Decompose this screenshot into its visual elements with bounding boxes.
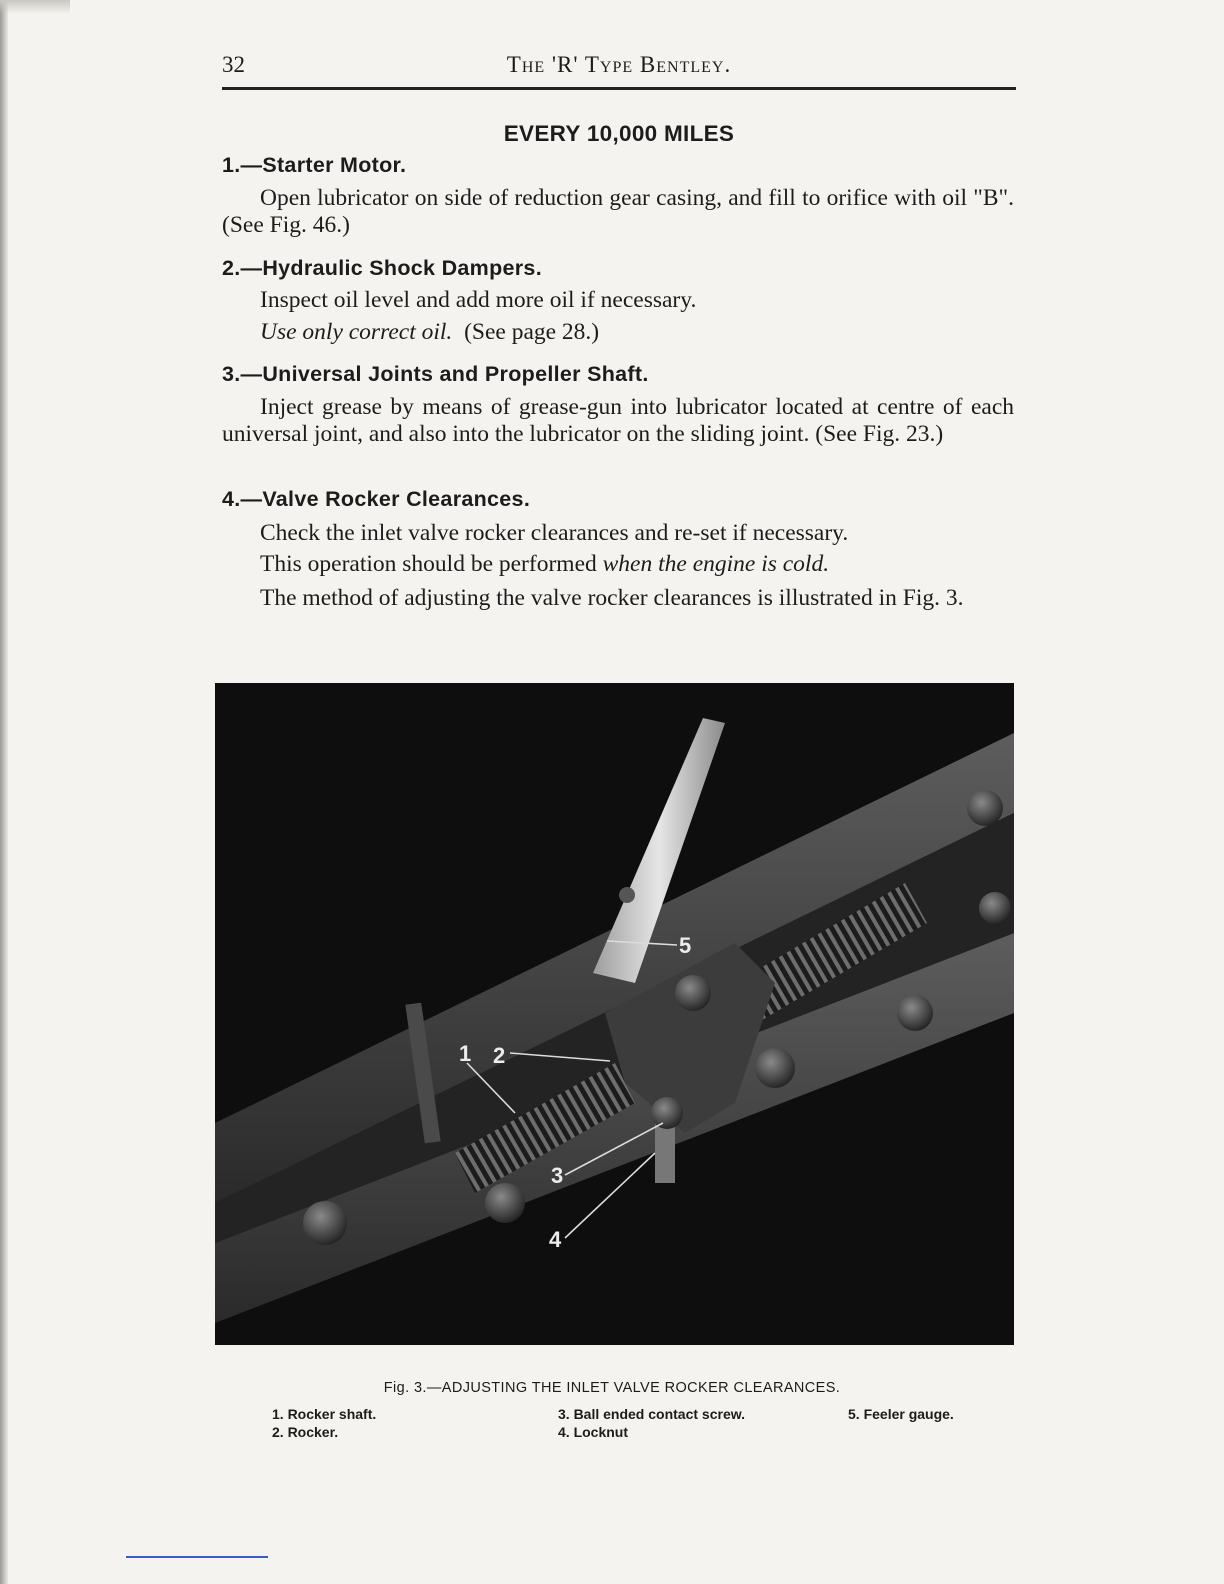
valve-rocker-line2-start: This operation should be performed — [260, 551, 597, 577]
heading-valve-rocker: 4.—Valve Rocker Clearances. — [222, 487, 531, 511]
shock-dampers-line1: Inspect oil level and add more oil if necessary. — [260, 287, 697, 313]
page-reference: (See page 28.) — [464, 319, 600, 345]
scan-shadow-corner — [0, 0, 70, 14]
section-title: EVERY 10,000 MILES — [503, 121, 735, 146]
figure-caption: Fig. 3.—ADJUSTING THE INLET VALVE ROCKER CLEARANCES. — [383, 1380, 841, 1396]
legend-item: 3. Ball ended contact screw. — [558, 1406, 745, 1422]
callout-2: 2 — [493, 1043, 506, 1068]
feeler-gauge-rivet — [619, 887, 635, 903]
scan-artifact-line — [126, 1556, 268, 1558]
locknut — [651, 1097, 683, 1129]
legend-col-3 — [848, 1405, 954, 1423]
valve-rocker-line3: The method of adjusting the valve rocker clearances is illustrated in Fig. 3. — [260, 585, 964, 611]
engine-photo — [215, 683, 1014, 1345]
running-title: The 'R' Type Bentley. — [506, 52, 732, 77]
nut — [485, 1183, 525, 1223]
nut — [979, 892, 1011, 924]
legend-item: 5. Feeler gauge. — [848, 1406, 954, 1422]
nut — [675, 975, 711, 1011]
engine-cold-note: when the engine is cold. — [602, 551, 830, 577]
legend-col-2 — [558, 1405, 745, 1441]
heading-shock-dampers: 2.—Hydraulic Shock Dampers. — [222, 256, 542, 280]
engine-photo-illustration — [215, 683, 1014, 1345]
callout-5: 5 — [679, 933, 692, 958]
legend-col-1 — [272, 1405, 376, 1441]
heading-starter-motor: 1.—Starter Motor. — [222, 153, 407, 177]
correct-oil-note: Use only correct oil. — [260, 319, 453, 345]
nut — [967, 790, 1003, 826]
starter-motor-text: Open lubricator on side of reduction gear casing, and fill to orifice with oil "B". (See Fig. 46.) — [222, 185, 1014, 238]
callout-4: 4 — [549, 1227, 562, 1252]
page-number: 32 — [222, 52, 245, 77]
universal-joints-text: Inject grease by means of grease-gun into lubricator located at centre of each universal joint, and also into the lubricator on the sliding joint. (See Fig. 23.) — [222, 394, 1014, 447]
page-header — [222, 52, 1016, 82]
heading-universal-joints: 3.—Universal Joints and Propeller Shaft. — [222, 362, 649, 386]
legend-item: 2. Rocker. — [272, 1424, 339, 1440]
valve-rocker-line1: Check the inlet valve rocker clearances and re-set if necessary. — [260, 520, 849, 546]
nut — [755, 1048, 795, 1088]
scan-shadow-edge — [0, 0, 8, 1584]
legend-item: 4. Locknut — [558, 1424, 629, 1440]
callout-3: 3 — [551, 1163, 564, 1188]
legend-item: 1. Rocker shaft. — [272, 1406, 377, 1422]
nut — [897, 995, 933, 1031]
valve-rocker-line2 — [260, 551, 1020, 578]
header-rule — [222, 87, 1016, 90]
callout-1: 1 — [459, 1041, 472, 1066]
nut — [303, 1201, 347, 1245]
shock-dampers-line2 — [260, 319, 1020, 346]
